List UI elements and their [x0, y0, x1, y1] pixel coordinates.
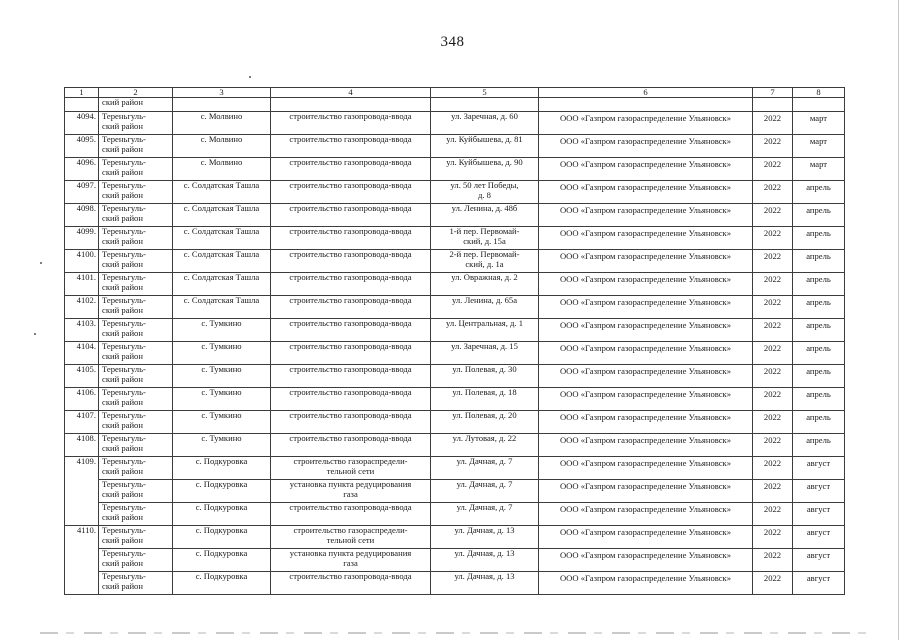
- cell-village: с. Подкуровка: [173, 457, 271, 480]
- work-line: строительство газопровода-ввода: [289, 387, 412, 397]
- cell-organization: ООО «Газпром газораспределение Ульяновск»: [539, 204, 753, 227]
- address-line: ул. Центральная, д. 1: [445, 318, 523, 328]
- region-line: ский район: [102, 580, 143, 591]
- scan-speck: [249, 76, 251, 78]
- work-line: строительство газопровода-ввода: [289, 341, 412, 351]
- region-line: ский район: [102, 143, 143, 154]
- work-line: строительство газопровода-ввода: [289, 502, 412, 512]
- cell-region: [99, 365, 173, 388]
- cell-work-type: [271, 181, 431, 204]
- region-line: Тереньгуль-: [102, 226, 146, 236]
- work-line: строительство газопровода-ввода: [289, 318, 412, 328]
- work-line: строительство газопровода-ввода: [289, 180, 412, 190]
- address-line: ул. Дачная, д. 13: [454, 548, 515, 558]
- cell-number: 4095.: [65, 135, 99, 158]
- cell-village: с. Солдатская Ташла: [173, 273, 271, 296]
- continuation-row: [65, 98, 845, 112]
- cell-organization: ООО «Газпром газораспределение Ульяновск»: [539, 411, 753, 434]
- address-line: ул. Дачная, д. 7: [456, 502, 513, 512]
- cell-region: [99, 319, 173, 342]
- cell-address: [431, 526, 539, 549]
- address-line: ул. Дачная, д. 13: [454, 571, 515, 581]
- work-line: строительство газопровода-ввода: [289, 410, 412, 420]
- table-row: [65, 572, 845, 595]
- cell-month: апрель: [793, 434, 845, 457]
- address-line: ул. Дачная, д. 7: [456, 456, 513, 466]
- cell-village: с. Тумкино: [173, 388, 271, 411]
- address-line: ул. Заречная, д. 60: [451, 111, 518, 121]
- region-line: Тереньгуль-: [102, 502, 146, 512]
- cell-year: 2022: [753, 181, 793, 204]
- cell-number: 4094.: [65, 112, 99, 135]
- cell-address: [431, 388, 539, 411]
- region-line: Тереньгуль-: [102, 548, 146, 558]
- col-header-3: 3: [173, 88, 271, 98]
- col-header-7: 7: [753, 88, 793, 98]
- region-line: Тереньгуль-: [102, 180, 146, 190]
- cell-region: [99, 480, 173, 503]
- region-line: ский район: [102, 419, 143, 430]
- cell-village: с. Солдатская Ташла: [173, 296, 271, 319]
- cell-number: 4107.: [65, 411, 99, 434]
- cell-region: [99, 112, 173, 135]
- cell-address: [431, 227, 539, 250]
- cell-address: [431, 319, 539, 342]
- cell-address: [431, 112, 539, 135]
- cell-address: [431, 181, 539, 204]
- region-line: Тереньгуль-: [102, 249, 146, 259]
- col-header-2: 2: [99, 88, 173, 98]
- region-line: Тереньгуль-: [102, 295, 146, 305]
- region-line: Тереньгуль-: [102, 433, 146, 443]
- cell-region: [99, 411, 173, 434]
- cell-month: август: [793, 480, 845, 503]
- cell-region: [99, 135, 173, 158]
- cell-number: 4099.: [65, 227, 99, 250]
- region-line: ский район: [102, 304, 143, 315]
- work-line: строительство газопровода-ввода: [289, 433, 412, 443]
- cell-organization: ООО «Газпром газораспределение Ульяновск»: [539, 135, 753, 158]
- cell-village: с. Солдатская Ташла: [173, 250, 271, 273]
- cell-village: с. Тумкино: [173, 342, 271, 365]
- cell-region: [99, 388, 173, 411]
- cell-work-type: [271, 526, 431, 549]
- work-line: газа: [343, 488, 358, 499]
- table-row: [65, 227, 845, 250]
- cell-year: 2022: [753, 250, 793, 273]
- cell-organization: ООО «Газпром газораспределение Ульяновск»: [539, 457, 753, 480]
- region-line: ский район: [102, 396, 143, 407]
- cell-village: с. Подкуровка: [173, 526, 271, 549]
- region-line: ский район: [102, 373, 143, 384]
- cell-village: с. Подкуровка: [173, 572, 271, 595]
- cell-address: [431, 273, 539, 296]
- cell-year: 2022: [753, 503, 793, 526]
- cell-address: [431, 549, 539, 572]
- table-row: [65, 503, 845, 526]
- table-row: [65, 204, 845, 227]
- cell-organization: ООО «Газпром газораспределение Ульяновск»: [539, 273, 753, 296]
- table-row: [65, 273, 845, 296]
- cell-address: [431, 503, 539, 526]
- region-line: Тереньгуль-: [102, 571, 146, 581]
- column-number-row: [65, 88, 845, 98]
- cell-year: 2022: [753, 227, 793, 250]
- cell-month: август: [793, 457, 845, 480]
- address-line: ул. 50 лет Победы,: [450, 180, 519, 190]
- cell-organization: ООО «Газпром газораспределение Ульяновск»: [539, 388, 753, 411]
- cell-year: 2022: [753, 273, 793, 296]
- cell-address: [431, 480, 539, 503]
- cell-region: [99, 526, 173, 549]
- cell-work-type: [271, 135, 431, 158]
- cell-year: 2022: [753, 342, 793, 365]
- gasification-table: [64, 87, 845, 595]
- cell-address: [431, 135, 539, 158]
- scan-speck: [40, 262, 42, 264]
- cell-year: 2022: [753, 319, 793, 342]
- cell-month: август: [793, 526, 845, 549]
- cell-organization: ООО «Газпром газораспределение Ульяновск»: [539, 158, 753, 181]
- scan-edge: [898, 0, 899, 640]
- cell-region: [99, 204, 173, 227]
- work-line: установка пункта редуцирования: [289, 548, 412, 558]
- region-line: ский район: [102, 258, 143, 269]
- cell-village: с. Солдатская Ташла: [173, 181, 271, 204]
- cell-month: апрель: [793, 319, 845, 342]
- region-line: ский район: [102, 166, 143, 177]
- cell-organization: ООО «Газпром газораспределение Ульяновск»: [539, 342, 753, 365]
- cell-work-type: [271, 503, 431, 526]
- table-row: [65, 296, 845, 319]
- table-row: [65, 112, 845, 135]
- cell-region: [99, 549, 173, 572]
- address-line: ул. Заречная, д. 15: [451, 341, 518, 351]
- cell-month: март: [793, 135, 845, 158]
- cell-work-type: [271, 480, 431, 503]
- region-line: Тереньгуль-: [102, 134, 146, 144]
- cell-village: с. Тумкино: [173, 319, 271, 342]
- cell-organization: ООО «Газпром газораспределение Ульяновск»: [539, 319, 753, 342]
- region-line: ский район: [102, 350, 143, 361]
- cell-organization: ООО «Газпром газораспределение Ульяновск»: [539, 250, 753, 273]
- cell-organization: ООО «Газпром газораспределение Ульяновск»: [539, 365, 753, 388]
- cell-organization: ООО «Газпром газораспределение Ульяновск»: [539, 549, 753, 572]
- cell-address: [431, 158, 539, 181]
- table-row: [65, 411, 845, 434]
- table-row: [65, 434, 845, 457]
- cell-month: апрель: [793, 273, 845, 296]
- work-line: строительство газопровода-ввода: [289, 111, 412, 121]
- cell-month: август: [793, 572, 845, 595]
- col-header-5: 5: [431, 88, 539, 98]
- address-line: ул. Куйбышева, д. 81: [446, 134, 523, 144]
- work-line: установка пункта редуцирования: [289, 479, 412, 489]
- cell-work-type: [271, 411, 431, 434]
- region-line: Тереньгуль-: [102, 203, 146, 213]
- table-row: [65, 181, 845, 204]
- cell-number: 4103.: [65, 319, 99, 342]
- address-line: ул. Куйбышева, д. 90: [446, 157, 523, 167]
- cell-organization: ООО «Газпром газораспределение Ульяновск»: [539, 112, 753, 135]
- address-line: ул. Лутовая, д. 22: [452, 433, 517, 443]
- work-line: тельной сети: [326, 465, 375, 476]
- work-line: строительство газораспредели-: [293, 456, 408, 466]
- cell-address: [431, 457, 539, 480]
- cell-month: апрель: [793, 181, 845, 204]
- table-row: [65, 158, 845, 181]
- region-line: ский район: [102, 120, 143, 131]
- cell-year: 2022: [753, 296, 793, 319]
- cell-address: [431, 296, 539, 319]
- cell-address: [431, 342, 539, 365]
- table-row: [65, 319, 845, 342]
- cell-month: апрель: [793, 365, 845, 388]
- cell-village: с. Молвино: [173, 135, 271, 158]
- address-line: 2-й пер. Первомай-: [449, 249, 520, 259]
- cell-year: 2022: [753, 135, 793, 158]
- work-line: строительство газопровода-ввода: [289, 272, 412, 282]
- region-line: Тереньгуль-: [102, 456, 146, 466]
- cell-region: [99, 181, 173, 204]
- cell-year: 2022: [753, 434, 793, 457]
- table-row: [65, 526, 845, 549]
- cell-region: [99, 572, 173, 595]
- cell-village: с. Молвино: [173, 112, 271, 135]
- table-row: [65, 250, 845, 273]
- work-line: строительство газопровода-ввода: [289, 203, 412, 213]
- cell-organization: ООО «Газпром газораспределение Ульяновск»: [539, 526, 753, 549]
- scan-speck: [34, 333, 36, 335]
- cell-region: [99, 273, 173, 296]
- address-line: ул. Ленина, д. 48б: [451, 203, 518, 213]
- address-line: ул. Овражная, д. 2: [451, 272, 518, 282]
- address-line: ул. Дачная, д. 7: [456, 479, 513, 489]
- cell-number: 4101.: [65, 273, 99, 296]
- cell-year: 2022: [753, 365, 793, 388]
- cell-year: 2022: [753, 457, 793, 480]
- address-line: ул. Ленина, д. 65а: [451, 295, 518, 305]
- address-line: ский, д. 15а: [463, 235, 506, 246]
- region-line: ский район: [102, 235, 143, 246]
- cell-number: 4110.: [65, 526, 99, 595]
- cell-work-type: [271, 204, 431, 227]
- address-line: ул. Полевая, д. 20: [452, 410, 517, 420]
- cell-region: [99, 503, 173, 526]
- region-line: Тереньгуль-: [102, 387, 146, 397]
- region-line: Тереньгуль-: [102, 111, 146, 121]
- cell-region: ский район: [99, 98, 173, 112]
- region-line: ский район: [102, 327, 143, 338]
- region-line: ский район: [102, 557, 143, 568]
- cell-village: с. Тумкино: [173, 411, 271, 434]
- table-row: [65, 342, 845, 365]
- cell-village: с. Тумкино: [173, 434, 271, 457]
- cell-year: 2022: [753, 572, 793, 595]
- cell-month: август: [793, 503, 845, 526]
- cell-month: апрель: [793, 411, 845, 434]
- cell-work-type: [271, 112, 431, 135]
- cell-work-type: [271, 296, 431, 319]
- cell-village: с. Подкуровка: [173, 480, 271, 503]
- cell-month: апрель: [793, 250, 845, 273]
- scan-artifact: [40, 632, 875, 634]
- region-line: ский район: [102, 488, 143, 499]
- region-line: Тереньгуль-: [102, 410, 146, 420]
- cell-month: август: [793, 549, 845, 572]
- table-row: [65, 549, 845, 572]
- region-line: ский район: [102, 281, 143, 292]
- cell-address: [431, 411, 539, 434]
- region-line: Тереньгуль-: [102, 157, 146, 167]
- region-line: ский район: [102, 534, 143, 545]
- table-row: [65, 480, 845, 503]
- cell-village: с. Подкуровка: [173, 503, 271, 526]
- work-line: строительство газопровода-ввода: [289, 249, 412, 259]
- cell-organization: ООО «Газпром газораспределение Ульяновск»: [539, 181, 753, 204]
- cell-year: 2022: [753, 411, 793, 434]
- col-header-6: 6: [539, 88, 753, 98]
- cell-village: с. Солдатская Ташла: [173, 204, 271, 227]
- work-line: строительство газопровода-ввода: [289, 226, 412, 236]
- region-line: Тереньгуль-: [102, 341, 146, 351]
- address-line: ул. Дачная, д. 13: [454, 525, 515, 535]
- cell-month: март: [793, 112, 845, 135]
- col-header-4: 4: [271, 88, 431, 98]
- cell-number: 4106.: [65, 388, 99, 411]
- cell-address: [431, 204, 539, 227]
- region-line: ский район: [102, 189, 143, 200]
- address-line: ский, д. 1а: [465, 258, 504, 269]
- work-line: строительство газопровода-ввода: [289, 571, 412, 581]
- cell-village: с. Молвино: [173, 158, 271, 181]
- cell-organization: ООО «Газпром газораспределение Ульяновск»: [539, 434, 753, 457]
- region-line: Тереньгуль-: [102, 479, 146, 489]
- cell-number: 4098.: [65, 204, 99, 227]
- col-header-8: 8: [793, 88, 845, 98]
- cell-work-type: [271, 457, 431, 480]
- work-line: строительство газопровода-ввода: [289, 134, 412, 144]
- cell-organization: ООО «Газпром газораспределение Ульяновск»: [539, 296, 753, 319]
- cell-number: 4104.: [65, 342, 99, 365]
- region-line: Тереньгуль-: [102, 364, 146, 374]
- cell-work-type: [271, 434, 431, 457]
- cell-region: [99, 342, 173, 365]
- region-line: ский район: [102, 465, 143, 476]
- address-line: ул. Полевая, д. 18: [452, 387, 517, 397]
- table-row: [65, 457, 845, 480]
- cell-month: апрель: [793, 342, 845, 365]
- cell-year: 2022: [753, 549, 793, 572]
- address-line: ул. Полевая, д. 30: [452, 364, 517, 374]
- cell-number: 4102.: [65, 296, 99, 319]
- region-line: ский район: [102, 442, 143, 453]
- cell-year: 2022: [753, 204, 793, 227]
- cell-month: март: [793, 158, 845, 181]
- work-line: строительство газопровода-ввода: [289, 157, 412, 167]
- work-line: тельной сети: [326, 534, 375, 545]
- region-line: ский район: [102, 511, 143, 522]
- cell-work-type: [271, 319, 431, 342]
- cell-region: [99, 457, 173, 480]
- cell-year: 2022: [753, 480, 793, 503]
- cell-region: [99, 296, 173, 319]
- cell-village: с. Солдатская Ташла: [173, 227, 271, 250]
- cell-month: апрель: [793, 296, 845, 319]
- cell-address: [431, 434, 539, 457]
- page-number: 348: [440, 34, 465, 50]
- table-row: [65, 388, 845, 411]
- region-line: Тереньгуль-: [102, 525, 146, 535]
- cell-number: 4096.: [65, 158, 99, 181]
- cell-organization: ООО «Газпром газораспределение Ульяновск»: [539, 572, 753, 595]
- cell-region: [99, 434, 173, 457]
- cell-year: 2022: [753, 388, 793, 411]
- address-line: 1-й пер. Первомай-: [449, 226, 520, 236]
- cell-work-type: [271, 365, 431, 388]
- cell-year: 2022: [753, 112, 793, 135]
- col-header-1: 1: [65, 88, 99, 98]
- work-line: строительство газопровода-ввода: [289, 364, 412, 374]
- work-line: строительство газораспредели-: [293, 525, 408, 535]
- cell-number: 4100.: [65, 250, 99, 273]
- cell-work-type: [271, 227, 431, 250]
- cell-village: с. Подкуровка: [173, 549, 271, 572]
- cell-village: с. Тумкино: [173, 365, 271, 388]
- cell-organization: ООО «Газпром газораспределение Ульяновск»: [539, 503, 753, 526]
- cell-address: [431, 572, 539, 595]
- cell-number: 4109.: [65, 457, 99, 526]
- cell-number: 4105.: [65, 365, 99, 388]
- address-line: д. 8: [478, 189, 491, 200]
- cell-work-type: [271, 250, 431, 273]
- cell-organization: ООО «Газпром газораспределение Ульяновск»: [539, 227, 753, 250]
- table-row: [65, 365, 845, 388]
- cell-number: 4097.: [65, 181, 99, 204]
- cell-work-type: [271, 342, 431, 365]
- cell-organization: ООО «Газпром газораспределение Ульяновск»: [539, 480, 753, 503]
- work-line: газа: [343, 557, 358, 568]
- cell-work-type: [271, 388, 431, 411]
- cell-region: [99, 250, 173, 273]
- cell-region: [99, 227, 173, 250]
- cell-month: апрель: [793, 204, 845, 227]
- cell-year: 2022: [753, 526, 793, 549]
- cell-month: апрель: [793, 227, 845, 250]
- cell-address: [431, 365, 539, 388]
- region-line: ский район: [102, 212, 143, 223]
- cell-work-type: [271, 549, 431, 572]
- cell-address: [431, 250, 539, 273]
- region-line: Тереньгуль-: [102, 272, 146, 282]
- table-row: [65, 135, 845, 158]
- cell-month: апрель: [793, 388, 845, 411]
- cell-work-type: [271, 273, 431, 296]
- region-line: Тереньгуль-: [102, 318, 146, 328]
- cell-work-type: [271, 572, 431, 595]
- cell-region: [99, 158, 173, 181]
- work-line: строительство газопровода-ввода: [289, 295, 412, 305]
- cell-year: 2022: [753, 158, 793, 181]
- cell-work-type: [271, 158, 431, 181]
- cell-number: 4108.: [65, 434, 99, 457]
